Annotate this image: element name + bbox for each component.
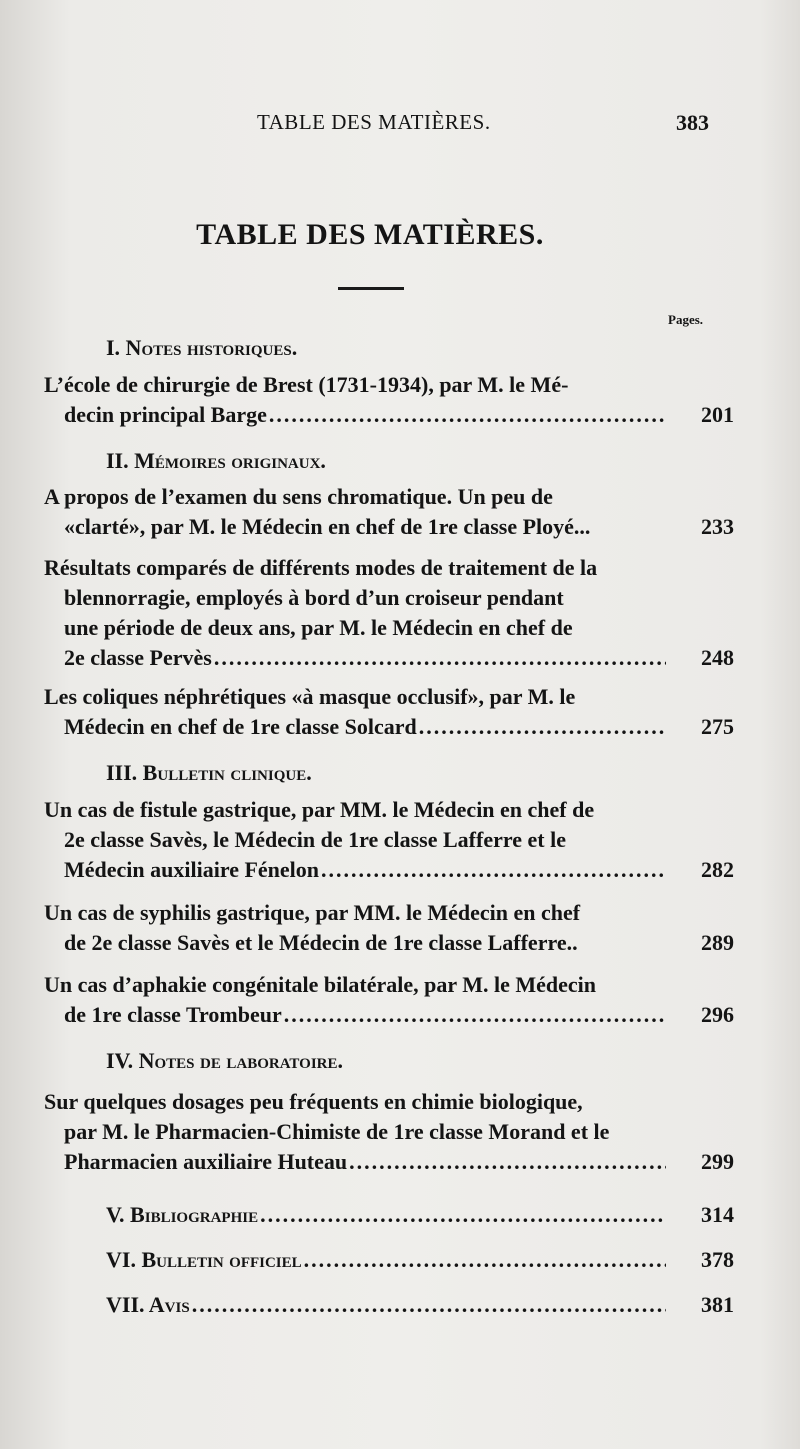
toc-entry	[44, 482, 734, 542]
entry-page: 314	[701, 1202, 734, 1227]
dot-leader	[269, 400, 666, 430]
entry-line: Les coliques néphrétiques «à masque occlusif», par M. le	[44, 684, 576, 709]
entry-line: par M. le Pharmacien-Chimiste de 1re classe Morand et le	[64, 1119, 610, 1144]
toc-entry	[44, 795, 734, 885]
toc-entry	[106, 1290, 734, 1320]
toc-entry	[44, 682, 734, 742]
entry-leader-line	[44, 1147, 734, 1177]
entry-line: Un cas d’aphakie congénitale bilatérale, par M. le Médecin	[44, 972, 596, 997]
dot-leader	[192, 1290, 666, 1320]
entry-leader-line	[44, 712, 734, 742]
entry-page: 378	[701, 1247, 734, 1272]
entry-line: de 1re classe Trombeur	[64, 1002, 282, 1027]
entry-page: 282	[701, 857, 734, 882]
dot-leader	[284, 1000, 666, 1030]
entry-leader-line	[44, 400, 734, 430]
entry-line: Médecin auxiliaire Fénelon	[64, 857, 320, 882]
toc-entry	[106, 1200, 734, 1230]
entry-line: decin principal Barge	[64, 402, 267, 427]
entry-page: 381	[701, 1292, 734, 1317]
dot-leader	[260, 1200, 666, 1230]
entry-page: 248	[701, 645, 734, 670]
entry-line: Sur quelques dosages peu fréquents en chimie biologique,	[44, 1089, 583, 1114]
dot-leader	[321, 855, 666, 885]
entry-page: 289	[701, 930, 734, 955]
dot-leader	[214, 643, 666, 673]
page-number: 383	[676, 110, 709, 135]
entry-line: «clarté», par M. le Médecin en chef de 1re classe Ployé...	[64, 514, 591, 539]
section-heading: I. Notes historiques.	[106, 335, 298, 360]
entry-leader-line	[44, 855, 734, 885]
toc-entry	[44, 553, 734, 673]
page-title: TABLE DES MATIÈRES.	[196, 218, 544, 251]
entry-page: 299	[701, 1149, 734, 1174]
toc-entry	[44, 970, 734, 1030]
toc-entry	[44, 370, 734, 430]
entry-line: de 2e classe Savès et le Médecin de 1re classe Lafferre..	[64, 930, 578, 955]
section-heading: VI. Bulletin officiel	[106, 1247, 302, 1272]
entry-line: une période de deux ans, par M. le Médecin en chef de	[64, 615, 573, 640]
dot-leader	[349, 1147, 666, 1177]
entry-leader-line	[44, 1000, 734, 1030]
entry-line: Pharmacien auxiliaire Huteau	[64, 1149, 348, 1174]
entry-line: A propos de l’examen du sens chromatique. Un peu de	[44, 484, 553, 509]
toc-entry	[106, 1245, 734, 1275]
entry-leader-line	[44, 928, 734, 958]
pages-column-label: Pages.	[668, 312, 704, 327]
entry-page: 296	[701, 1002, 734, 1027]
entry-line: Médecin en chef de 1re classe Solcard	[64, 714, 417, 739]
section-heading: III. Bulletin clinique.	[106, 760, 312, 785]
entry-line: Résultats comparés de différents modes de traitement de la	[44, 555, 598, 580]
section-heading: VII. Avis	[106, 1292, 190, 1317]
entry-line: 2e classe Savès, le Médecin de 1re classe Lafferre et le	[64, 827, 566, 852]
entry-line: blennorragie, employés à bord d’un croiseur pendant	[64, 585, 564, 610]
entry-page: 201	[701, 402, 734, 427]
entry-leader-line	[44, 512, 734, 542]
section-heading: II. Mémoires originaux.	[106, 448, 326, 473]
section-heading: IV. Notes de laboratoire.	[106, 1048, 343, 1073]
entry-leader-line	[44, 643, 734, 673]
entry-page: 275	[701, 714, 734, 739]
entry-line: 2e classe Pervès	[64, 645, 212, 670]
dot-leader	[419, 712, 666, 742]
section-heading: V. Bibliographie	[106, 1202, 259, 1227]
entry-line: Un cas de syphilis gastrique, par MM. le Médecin en chef	[44, 900, 581, 925]
dot-leader	[304, 1245, 666, 1275]
entry-page: 233	[701, 514, 734, 539]
entry-line: L’école de chirurgie de Brest (1731-1934), par M. le Mé-	[44, 372, 569, 397]
entry-line: Un cas de fistule gastrique, par MM. le Médecin en chef de	[44, 797, 595, 822]
running-title: TABLE DES MATIÈRES.	[257, 110, 491, 134]
toc-entry	[44, 898, 734, 958]
toc-entry	[44, 1087, 734, 1177]
